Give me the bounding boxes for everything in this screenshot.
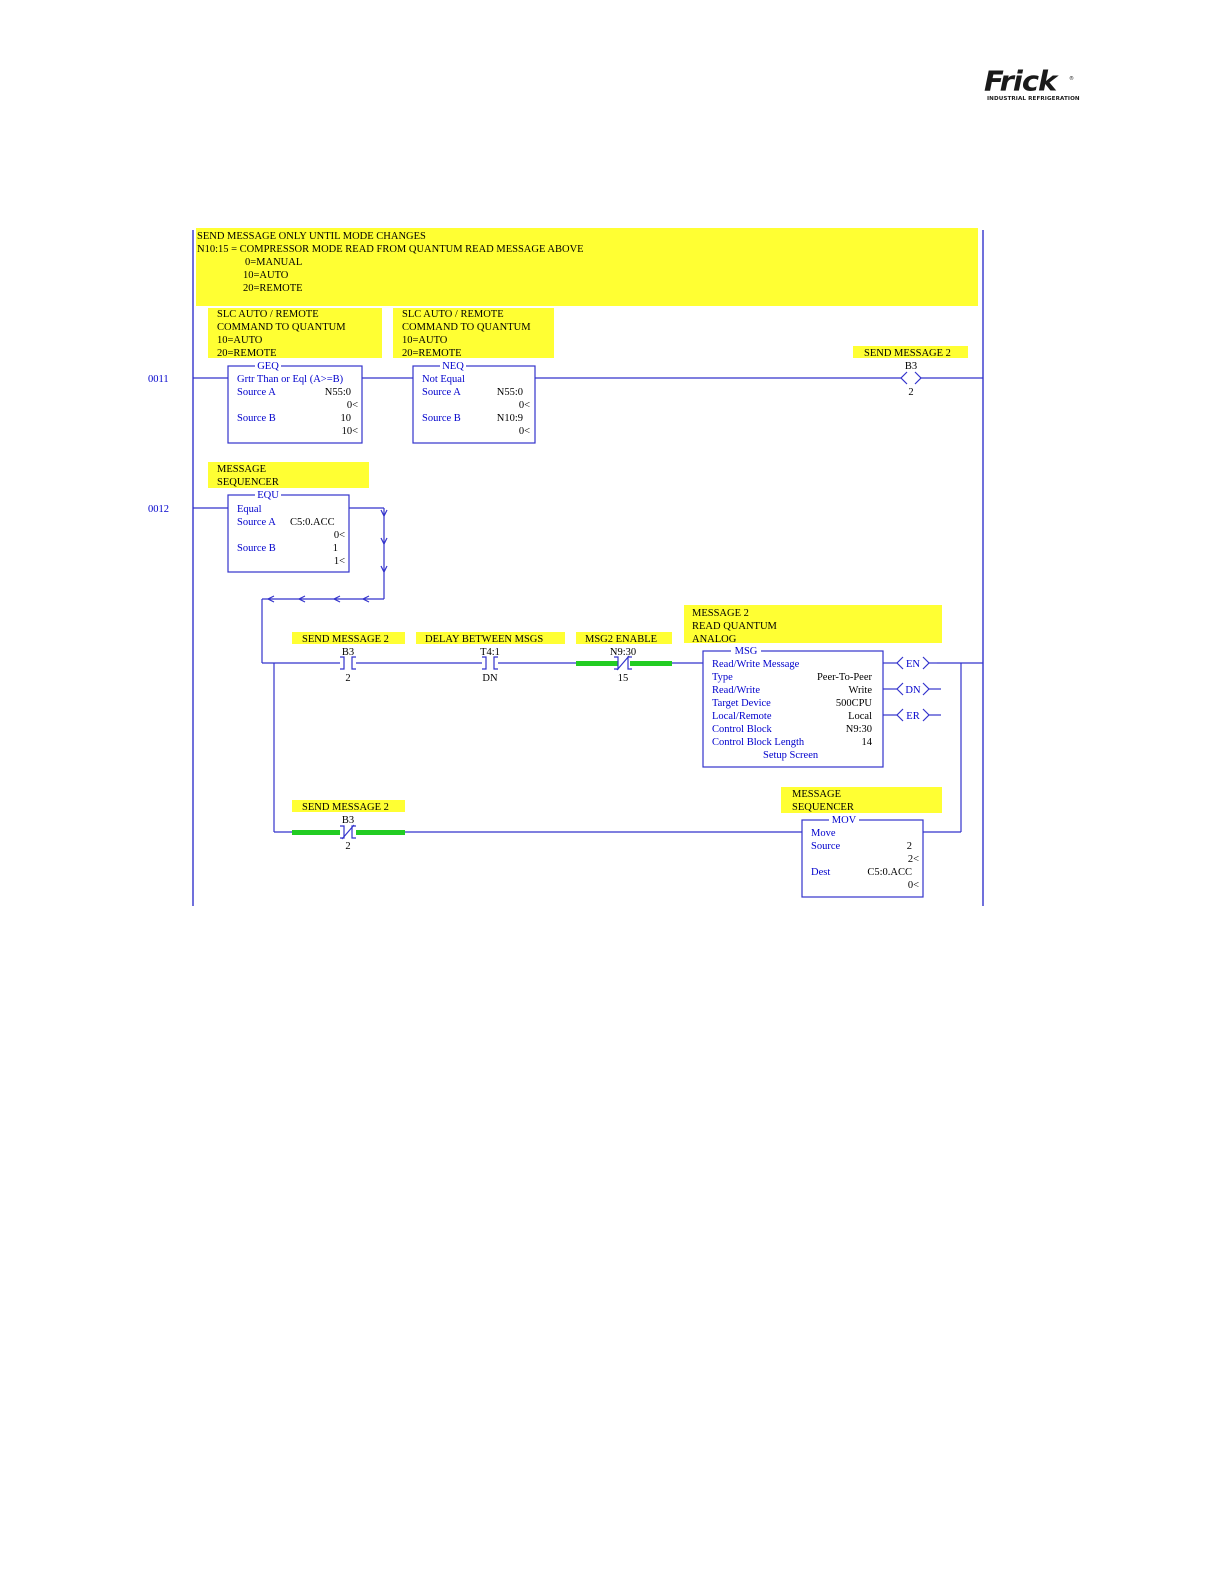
msg-row-value: 14 (861, 737, 872, 748)
msg-row-label: Control Block (712, 724, 772, 735)
contact-address: T4:1 (480, 647, 500, 658)
msg-row-label: Target Device (712, 698, 771, 709)
neq-source-b-label: Source B (422, 413, 461, 424)
equ-source-b: 1 (332, 543, 338, 554)
msg-dn-output (897, 683, 929, 696)
equ-source-b-value: 1< (333, 556, 345, 567)
equ-source-a: C5:0.ACC (290, 517, 335, 528)
logo-registered-mark: ® (1069, 76, 1074, 82)
msg-row-value: N9:30 (845, 724, 872, 735)
send-message-2-contact[interactable] (302, 634, 389, 684)
mov-note-line: MESSAGE (792, 789, 842, 800)
msg-output-label: ER (906, 711, 920, 722)
contact-note: SEND MESSAGE 2 (302, 802, 389, 813)
mov-source-label: Source (811, 841, 841, 852)
msg-note-line: READ QUANTUM (692, 621, 777, 632)
neq-instruction[interactable] (413, 361, 535, 443)
msg-row-value: 500CPU (835, 698, 872, 709)
geq-note-line: SLC AUTO / REMOTE (217, 309, 319, 320)
neq-note-line: 20=REMOTE (402, 348, 462, 359)
delay-between-msgs-contact[interactable] (425, 634, 543, 684)
contact-bit: 2 (345, 673, 351, 684)
mov-note-line: SEQUENCER (792, 802, 854, 813)
contact-address: B3 (341, 647, 355, 658)
header-note-line: 10=AUTO (243, 270, 289, 281)
geq-instruction[interactable] (228, 361, 362, 443)
mov-instruction[interactable] (802, 815, 923, 897)
msg-setup-screen[interactable]: Setup Screen (763, 750, 819, 761)
neq-name: NEQ (442, 361, 464, 372)
equ-name: EQU (257, 490, 279, 501)
header-note-line: 0=MANUAL (245, 257, 303, 268)
rung-number-0011: 0011 (148, 374, 169, 385)
msg-er-output (897, 709, 929, 722)
geq-source-a: N55:0 (324, 387, 351, 398)
rung-number-0012: 0012 (148, 504, 169, 515)
contact-bit: 15 (617, 673, 629, 684)
equ-note-line: SEQUENCER (217, 477, 279, 488)
msg-output-label: DN (905, 685, 921, 696)
msg-note-line: MESSAGE 2 (692, 608, 749, 619)
mov-source: 2 (906, 841, 912, 852)
geq-note-line: COMMAND TO QUANTUM (217, 322, 346, 333)
neq-source-b: N10:9 (496, 413, 523, 424)
geq-source-a-value: 0< (346, 400, 358, 411)
equ-instruction[interactable] (228, 490, 349, 572)
msg-name: MSG (734, 646, 758, 657)
msg-output-label: EN (906, 659, 920, 670)
mov-dest-value: 0< (907, 880, 919, 891)
msg-title: Read/Write Message (712, 659, 800, 670)
equ-desc: Equal (237, 504, 262, 515)
header-note-line: N10:15 = COMPRESSOR MODE READ FROM QUANTUM READ MESSAGE ABOVE (197, 244, 584, 255)
mov-name: MOV (831, 815, 857, 826)
contact-note: MSG2 ENABLE (585, 634, 658, 645)
geq-source-b: 10 (340, 413, 351, 424)
mov-dest-label: Dest (811, 867, 831, 878)
neq-desc: Not Equal (422, 374, 465, 385)
coil-address: B3 (904, 361, 918, 372)
mov-desc: Move (811, 828, 836, 839)
geq-source-b-value: 10< (341, 426, 358, 437)
logo-subtitle: INDUSTRIAL REFRIGERATION (987, 96, 1080, 102)
neq-note-line: SLC AUTO / REMOTE (402, 309, 504, 320)
msg-row-label: Control Block Length (712, 737, 805, 748)
msg-en-output (897, 657, 937, 670)
coil-note: SEND MESSAGE 2 (864, 348, 951, 359)
neq-source-a: N55:0 (496, 387, 523, 398)
neq-source-a-value: 0< (518, 400, 530, 411)
geq-source-b-label: Source B (237, 413, 276, 424)
geq-source-a-label: Source A (237, 387, 276, 398)
equ-note-line: MESSAGE (217, 464, 267, 475)
geq-desc: Grtr Than or Eql (A>=B) (237, 374, 344, 385)
msg-note-line: ANALOG (692, 634, 737, 645)
neq-source-a-label: Source A (422, 387, 461, 398)
msg-row-value: Local (848, 711, 872, 722)
contact-address: N9:30 (609, 647, 637, 658)
mov-source-value: 2< (907, 854, 919, 865)
geq-note-line: 10=AUTO (217, 335, 263, 346)
msg-row-label: Read/Write (712, 685, 760, 696)
logo-wordmark: Frick (984, 64, 1057, 98)
send-message-2-coil[interactable] (864, 348, 951, 398)
contact-note: SEND MESSAGE 2 (302, 634, 389, 645)
header-note-line: SEND MESSAGE ONLY UNTIL MODE CHANGES (197, 231, 426, 242)
contact-bit: DN (482, 673, 498, 684)
contact-bit: 2 (345, 841, 351, 852)
equ-source-b-label: Source B (237, 543, 276, 554)
geq-note-line: 20=REMOTE (217, 348, 277, 359)
neq-note-line: 10=AUTO (402, 335, 448, 346)
header-note-line: 20=REMOTE (243, 283, 303, 294)
contact-note: DELAY BETWEEN MSGS (425, 634, 544, 645)
neq-note-line: COMMAND TO QUANTUM (402, 322, 531, 333)
send-message-2-xio-contact[interactable] (292, 802, 405, 852)
msg-row-value: Write (848, 685, 872, 696)
neq-source-b-value: 0< (518, 426, 530, 437)
msg-row-value: Peer-To-Peer (816, 672, 872, 683)
geq-name: GEQ (257, 361, 279, 372)
coil-bit: 2 (908, 387, 914, 398)
msg-row-label: Type (712, 672, 733, 683)
equ-source-a-label: Source A (237, 517, 276, 528)
equ-source-a-value: 0< (333, 530, 345, 541)
mov-dest: C5:0.ACC (867, 867, 912, 878)
contact-address: B3 (341, 815, 355, 826)
msg-row-label: Local/Remote (712, 711, 772, 722)
msg-instruction[interactable] (703, 646, 883, 767)
